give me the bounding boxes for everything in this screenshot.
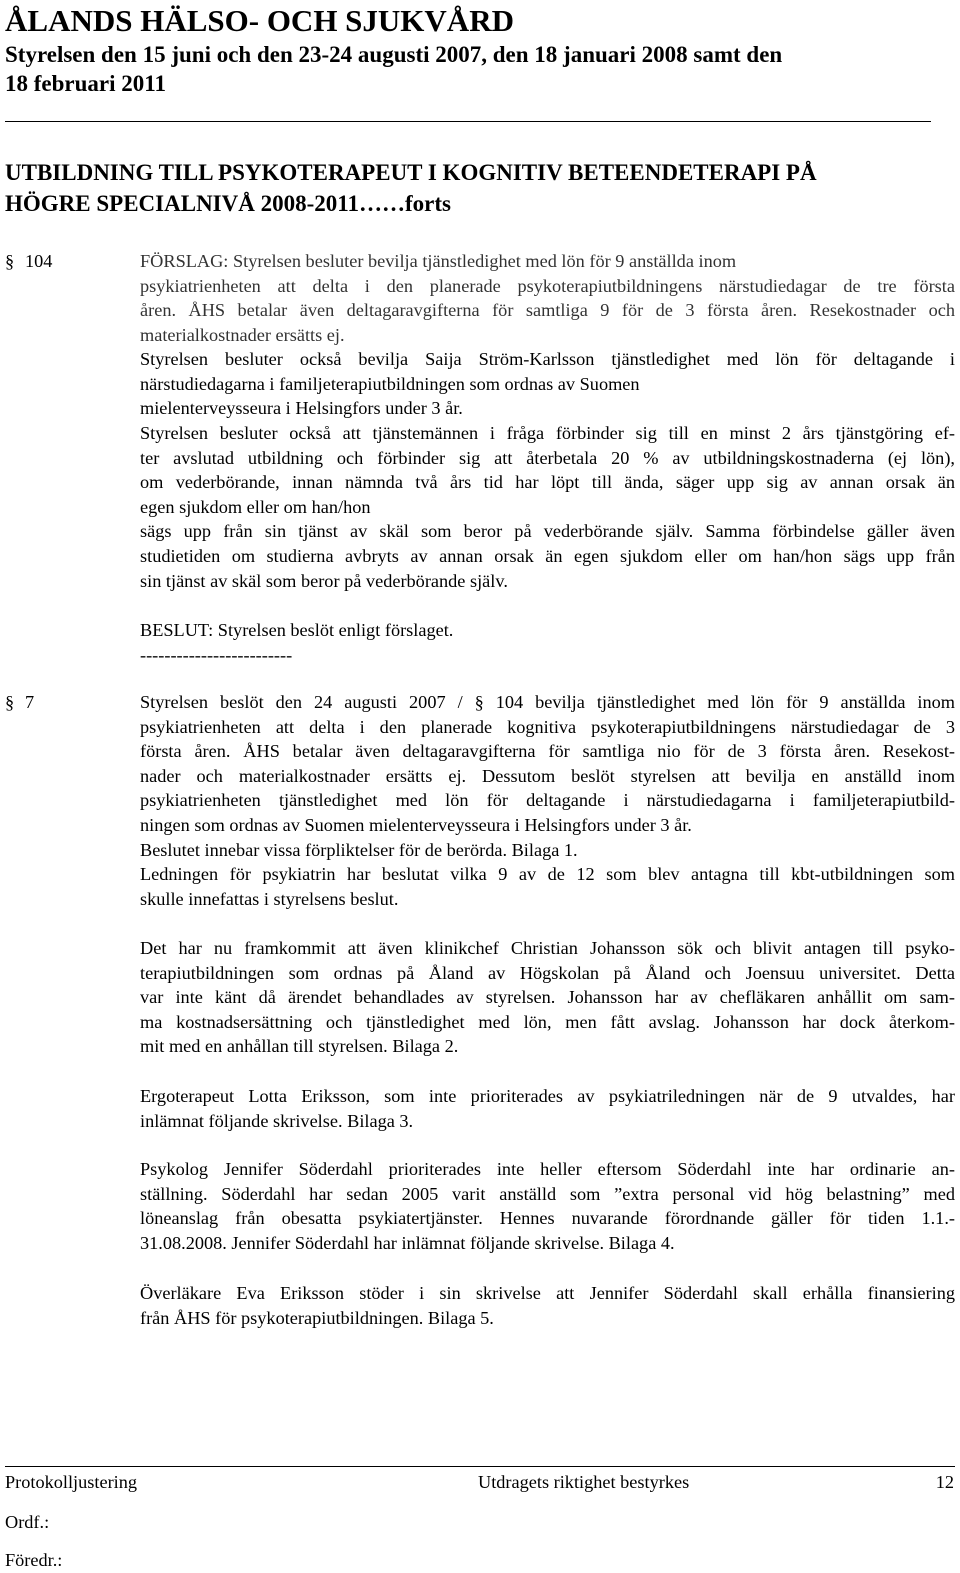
footer-certification: Utdragets riktighet bestyrkes [478,1472,690,1492]
text-line: åren. ÅHS betalar även deltagaravgifterna för samtliga 9 för de 3 första åren. Resekostnader och [140,300,955,321]
paragraph [140,1281,955,1330]
text-line: psykiatrienheten att delta i den planerade psykoterapiutbildningens närstudiedagar de tre första [140,275,955,296]
chairman-label: Ordf.: [5,1512,50,1532]
page-number: 12 [935,1472,954,1492]
text-line: mielenterveysseura i Helsingfors under 3 år. [140,398,463,419]
text-line: inlämnat följande skrivelse. Bilaga 3. [140,1110,414,1131]
text-line: mit med en anhållan till styrelsen. Bilaga 2. [140,1036,459,1057]
text-line: FÖRSLAG: Styrelsen besluter bevilja tjänstledighet med lön för 9 anställda inom [140,251,737,271]
text-line: löneanslag från obesatta psykiatertjänster. Hennes nuvarande förordnande gäller för tiden 1.1.- [140,1208,955,1229]
text-line: materialkostnader ersätts ej. [140,324,345,345]
text-line: sin tjänst av skäl som beror på vederbörande själv. [140,570,508,591]
board-dates-line-1: Styrelsen den 15 juni och den 23-24 augusti 2007, den 18 januari 2008 samt den [5,42,783,67]
paragraph [140,1084,955,1133]
paragraph [140,936,955,1059]
section-number: 104 [25,251,53,271]
text-line: ningen som ordnas av Suomen mielenterveysseura i Helsingfors under 3 år. [140,814,692,835]
agenda-heading-line-2: HÖGRE SPECIALNIVÅ 2008-2011……forts [5,191,451,216]
paragraph [140,347,955,421]
text-line: om vederbörande, innan nämnda två års tid har löpt till ända, säger upp sig av annan orsak än [140,472,955,493]
text-line: nader och materialkostnader ersätts ej. Dessutom beslöt styrelsen att bevilja en anställd inom [140,765,955,786]
section-number: 7 [25,692,35,712]
text-line: Styrelsen beslöt den 24 augusti 2007 / § 104 bevilja tjänstledighet med lön för 9 anställda inom [140,692,955,712]
paragraph [140,1157,955,1255]
text-line: första åren. ÅHS betalar även deltagaravgifterna för samtliga nio för de 3 första åren. Resekost- [140,741,955,762]
organization-title: ÅLANDS HÄLSO- OCH SJUKVÅRD [5,3,514,38]
text-line: ter avslutad utbildning och förbinder sig att återbetala 20 % av utbildningskostnaderna (ej lön), [140,447,955,468]
agenda-heading-line-1: UTBILDNING TILL PSYKOTERAPEUT I KOGNITIV BETEENDETERAPI PÅ [5,160,817,185]
text-line: Psykolog Jennifer Söderdahl prioriterades inte heller eftersom Söderdahl inte har ordinarie an- [140,1159,955,1179]
text-line: närstudiedagarna i familjeterapiutbildningen som ordnas av Suomen [140,373,640,394]
separator-line: ------------------------- [140,645,293,665]
paragraph [140,421,955,593]
decision-line: BESLUT: Styrelsen beslöt enligt förslaget. [140,620,454,640]
text-line: terapiutbildningen som ordnas på Åland av Högskolan på Åland och Joensuu universitet. Detta [140,962,955,983]
text-line: var inte känt då ärendet behandlades av styrelsen. Johansson har av chefläkaren anhållit om sam- [140,987,955,1008]
text-line: Ledningen för psykiatrin har beslutat vilka 9 av de 12 som blev antagna till kbt-utbildningen som [140,864,955,885]
text-line: Det har nu framkommit att även klinikchef Christian Johansson sök och blivit antagen till psyko- [140,938,955,958]
text-line: Styrelsen besluter också bevilja Saija Ström-Karlsson tjänstledighet med lön för deltagande i [140,349,955,369]
footer-protocol-check: Protokolljustering [5,1472,138,1492]
header-rule [5,121,931,122]
text-line: sägs upp från sin tjänst av skäl som beror på vederbörande själv. Samma förbindelse gäller även [140,521,955,542]
proposal-paragraph [140,249,955,347]
presenter-label: Föredr.: [5,1550,63,1570]
section-mark: § [5,692,15,712]
section-mark: § [5,251,15,271]
text-line: studietiden om studierna avbryts av annan orsak än egen sjukdom eller om han/hon sägs upp från [140,545,955,566]
text-line: ställning. Söderdahl har sedan 2005 varit anställd som ”extra personal vid hög belastning” med [140,1183,955,1204]
text-line: Beslutet innebar vissa förpliktelser för de berörda. Bilaga 1. [140,839,578,860]
board-dates-line-2: 18 februari 2011 [5,71,166,96]
text-line: psykiatrienheten tjänstledighet med lön för deltagande i närstudiedagarna i familjeterapiutbild- [140,790,955,811]
text-line: Ergoterapeut Lotta Eriksson, som inte prioriterades av psykiatriledningen när de 9 utvaldes, har [140,1086,955,1106]
text-line: Styrelsen besluter också att tjänstemännen i fråga förbinder sig till en minst 2 års tjänstgöring ef- [140,423,955,443]
text-line: psykiatrienheten att delta i den planerade kognitiva psykoterapiutbildningens närstudiedagar de 3 [140,716,955,737]
footer-rule [5,1466,955,1467]
text-line: Överläkare Eva Eriksson stöder i sin skrivelse att Jennifer Söderdahl skall erhålla finansiering [140,1283,955,1303]
paragraph [140,690,955,911]
text-line: egen sjukdom eller om han/hon [140,496,371,517]
text-line: ma kostnadsersättning och tjänstledighet med lön, men fått avslag. Johansson har dock återkom- [140,1011,955,1032]
text-line: 31.08.2008. Jennifer Söderdahl har inlämnat följande skrivelse. Bilaga 4. [140,1232,675,1253]
text-line: från ÅHS för psykoterapiutbildningen. Bilaga 5. [140,1307,494,1328]
text-line: skulle innefattas i styrelsens beslut. [140,888,399,909]
